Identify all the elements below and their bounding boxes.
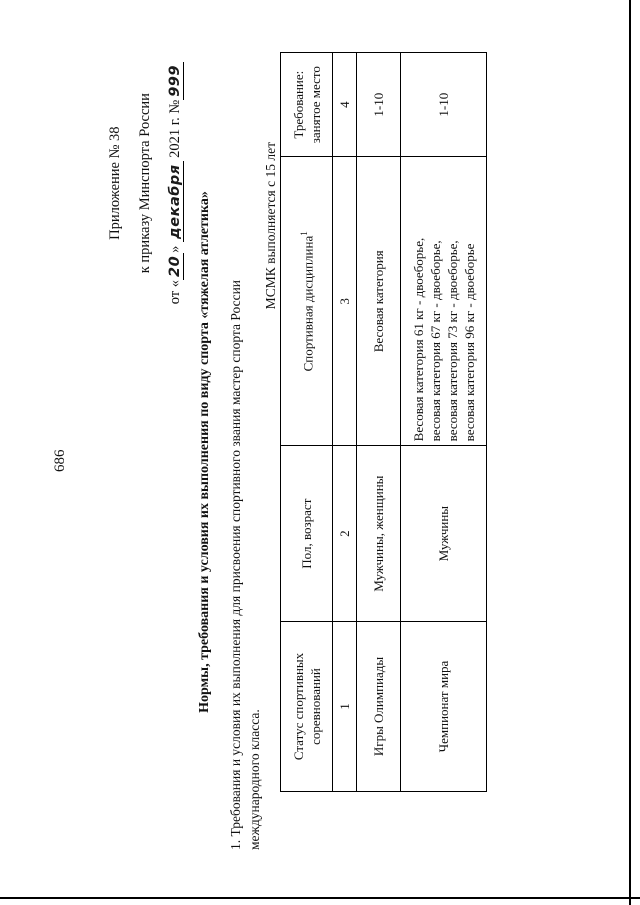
col-number: 4 — [333, 53, 357, 157]
requirements-table — [280, 52, 487, 792]
table-row — [357, 53, 401, 792]
table-header-row — [281, 53, 333, 792]
cell-gender: Мужчины, женщины — [357, 446, 401, 622]
order-number: 999 — [167, 62, 184, 100]
order-date — [160, 62, 190, 304]
date-mid: » — [167, 245, 183, 253]
discipline-line: весовая категория 73 кг - двоеборье, — [444, 240, 460, 442]
discipline-line: Весовая категория 61 кг - двоеборье, — [410, 237, 426, 442]
date-prefix: от « — [167, 280, 183, 305]
header-status: Статус спортивных соревнований — [281, 622, 333, 792]
header-place: Требование: занятое место — [281, 53, 333, 157]
requirements-paragraph: 1. Требования и условия их выполнения для присвоения спортивного звания мастер спорта России международного класса. — [228, 279, 262, 850]
col-number: 3 — [333, 157, 357, 446]
discipline-line: весовая категория 96 кг - двоеборье — [461, 243, 477, 442]
scan-border-right — [629, 0, 631, 905]
discipline-line: весовая категория 67 кг - двоеборье, — [427, 240, 443, 442]
date-month: декабря — [167, 161, 184, 242]
page-number: 686 — [52, 449, 68, 472]
document-title: Нормы, требования и условия их выполнения по виду спорта «тяжелая атлетика» — [197, 191, 212, 713]
date-year: 2021 г. № — [167, 99, 183, 158]
cell-status: Игры Олимпиады — [357, 622, 401, 792]
col-number: 1 — [333, 622, 357, 792]
cell-status: Чемпионат мира — [401, 622, 487, 792]
cell-place: 1-10 — [401, 53, 487, 157]
cell-place: 1-10 — [357, 53, 401, 157]
header-discipline — [281, 157, 333, 446]
footnote-mark: 1 — [299, 231, 310, 236]
cell-gender: Мужчины — [401, 446, 487, 622]
scan-border-bottom — [0, 897, 640, 899]
age-note: МСМК выполняется с 15 лет — [263, 142, 278, 310]
table-number-row — [333, 53, 357, 792]
table-row — [401, 53, 487, 792]
appendix-number: Приложение № 38 — [107, 126, 123, 240]
header-gender-age: Пол, возраст — [281, 446, 333, 622]
cell-discipline — [401, 157, 487, 446]
header-discipline-text: Спортивная дисциплина — [300, 235, 316, 372]
appendix-header — [100, 62, 190, 304]
order-reference: к приказу Минспорта России — [137, 93, 153, 274]
date-day: 20 — [167, 253, 184, 280]
col-number: 2 — [333, 446, 357, 622]
rotated-page — [40, 52, 600, 852]
cell-discipline: Весовая категория — [357, 157, 401, 446]
